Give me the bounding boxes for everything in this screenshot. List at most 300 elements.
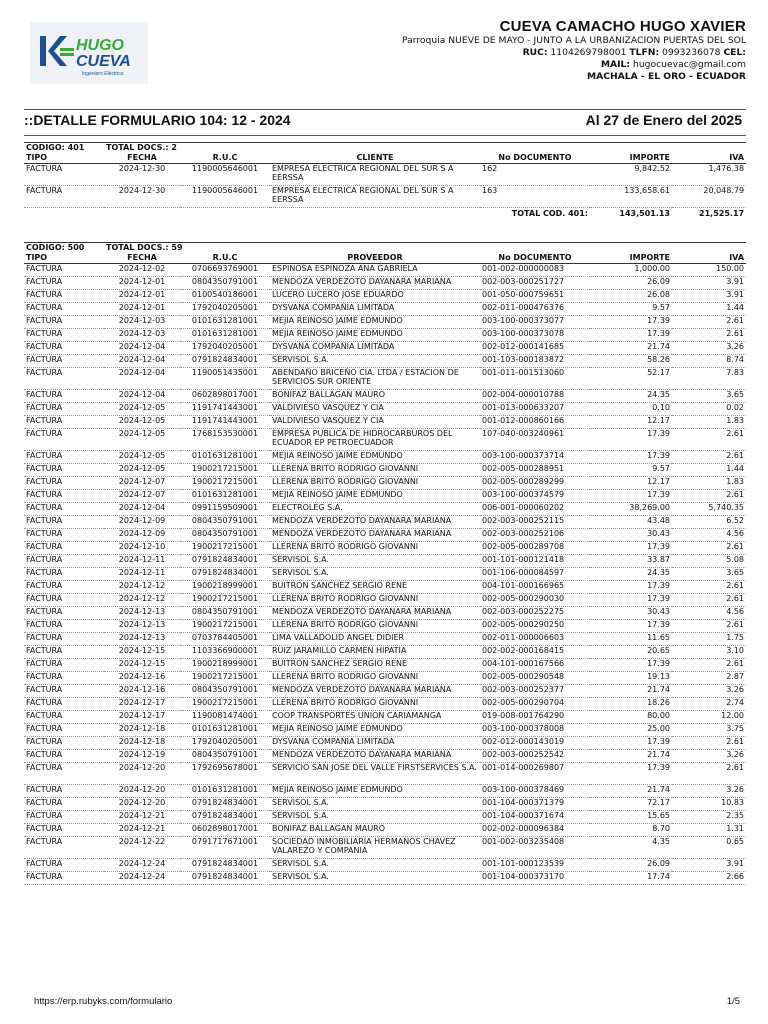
cell-fecha: 2024-12-24	[104, 859, 180, 872]
column-header-nombre: CLIENTE	[270, 153, 480, 164]
cell-fecha: 2024-12-07	[104, 490, 180, 503]
cell-ruc: 0991159509001	[180, 503, 270, 516]
cell-importe: 17.39	[590, 620, 672, 633]
table-row	[24, 750, 746, 763]
cell-documento: 003-100-000378469	[480, 785, 590, 798]
cell-ruc: 1191741443001	[180, 403, 270, 416]
cell-tipo: FACTURA	[24, 277, 104, 290]
cell-importe: 1,000.00	[590, 264, 672, 277]
cell-ruc: 0101631281001	[180, 490, 270, 503]
cell-fecha: 2024-12-09	[104, 529, 180, 542]
report-date: Al 27 de Enero del 2025	[585, 112, 742, 128]
cell-documento: 002-005-000289299	[480, 477, 590, 490]
cell-iva: 1.44	[672, 303, 746, 316]
cell-tipo: FACTURA	[24, 811, 104, 824]
cell-fecha: 2024-12-04	[104, 390, 180, 403]
cell-tipo: FACTURA	[24, 824, 104, 837]
table-row	[24, 607, 746, 620]
cell-nombre: EMPRESA ELECTRICA REGIONAL DEL SUR S A EERSSA	[270, 164, 480, 186]
cell-fecha: 2024-12-18	[104, 724, 180, 737]
cell-iva: 4.56	[672, 529, 746, 542]
table-row	[24, 824, 746, 837]
cell-tipo: FACTURA	[24, 737, 104, 750]
cell-tipo: FACTURA	[24, 516, 104, 529]
cell-documento: 004-101-000167566	[480, 659, 590, 672]
table-row	[24, 542, 746, 555]
table-row	[24, 581, 746, 594]
cell-tipo: FACTURA	[24, 785, 104, 798]
cell-importe: 25.00	[590, 724, 672, 737]
cell-importe: 72.17	[590, 798, 672, 811]
table-row	[24, 785, 746, 798]
cell-nombre: ABENDAÑO BRICEÑO CIA. LTDA / ESTACION DE SERVICIOS SUR ORIENTE	[270, 368, 480, 390]
table-row	[24, 685, 746, 698]
cell-tipo: FACTURA	[24, 711, 104, 724]
column-header-nombre: PROVEEDOR	[270, 253, 480, 264]
cell-importe: 20.65	[590, 646, 672, 659]
cell-ruc: 1900218999001	[180, 581, 270, 594]
table-row	[24, 529, 746, 542]
cell-tipo: FACTURA	[24, 164, 104, 186]
cell-ruc: 1900217215001	[180, 620, 270, 633]
cell-documento: 001-101-000121418	[480, 555, 590, 568]
cell-nombre: MEJIA REINOSO JAIME EDMUNDO	[270, 724, 480, 737]
table-row	[24, 503, 746, 516]
cell-iva: 1,476.38	[672, 164, 746, 186]
company-address: Parroquia NUEVE DE MAYO - JUNTO A LA URBANIZACION PUERTAS DEL SOL	[401, 35, 746, 46]
cell-nombre: MEJIA REINOSO JAIME EDMUNDO	[270, 785, 480, 798]
cell-fecha: 2024-12-17	[104, 711, 180, 724]
cell-importe: 9.57	[590, 303, 672, 316]
cell-ruc: 0101631281001	[180, 316, 270, 329]
cell-ruc: 1900217215001	[180, 477, 270, 490]
cell-nombre: SERVISOL S.A.	[270, 811, 480, 824]
cell-documento: 001-050-000759651	[480, 290, 590, 303]
cell-iva: 1.44	[672, 464, 746, 477]
cell-fecha: 2024-12-04	[104, 503, 180, 516]
cell-importe: 17.74	[590, 872, 672, 885]
cell-tipo: FACTURA	[24, 798, 104, 811]
cell-documento: 002-003-000252115	[480, 516, 590, 529]
cell-fecha: 2024-12-13	[104, 633, 180, 646]
table-row	[24, 368, 746, 390]
cell-tipo: FACTURA	[24, 429, 104, 451]
cell-nombre: MEJIA REINOSO JAIME EDMUNDO	[270, 329, 480, 342]
table-row	[24, 329, 746, 342]
table-row	[24, 698, 746, 711]
cell-fecha: 2024-12-11	[104, 555, 180, 568]
cell-nombre: LLERENA BRITO RODRIGO GIOVANNI	[270, 620, 480, 633]
table-row	[24, 316, 746, 329]
cell-importe: 17.39	[590, 542, 672, 555]
cell-iva: 0.65	[672, 837, 746, 859]
cell-importe: 133,658.61	[590, 186, 672, 208]
cell-importe: 17.39	[590, 329, 672, 342]
table-row	[24, 303, 746, 316]
cell-fecha: 2024-12-01	[104, 303, 180, 316]
company-logo	[30, 22, 148, 84]
cell-fecha: 2024-12-05	[104, 464, 180, 477]
form-title: ::DETALLE FORMULARIO 104: 12 - 2024	[24, 112, 291, 128]
cell-ruc: 1900218999001	[180, 659, 270, 672]
cell-iva: 3.65	[672, 390, 746, 403]
cell-tipo: FACTURA	[24, 477, 104, 490]
cell-documento: 003-100-000374579	[480, 490, 590, 503]
cell-nombre: LLERENA BRITO RODRIGO GIOVANNI	[270, 672, 480, 685]
cell-nombre: LLERENA BRITO RODRIGO GIOVANNI	[270, 542, 480, 555]
cell-nombre: ELECTROLEG S.A.	[270, 503, 480, 516]
cell-tipo: FACTURA	[24, 316, 104, 329]
cell-ruc: 0101631281001	[180, 785, 270, 798]
cell-fecha: 2024-12-17	[104, 698, 180, 711]
cell-iva: 3.91	[672, 859, 746, 872]
cell-nombre: LLERENA BRITO RODRIGO GIOVANNI	[270, 698, 480, 711]
cell-iva: 5.08	[672, 555, 746, 568]
cell-tipo: FACTURA	[24, 872, 104, 885]
cell-ruc: 0100540186001	[180, 290, 270, 303]
cell-importe: 17.39	[590, 581, 672, 594]
section-500-code: CODIGO: 500	[24, 243, 104, 254]
cell-iva: 2.61	[672, 737, 746, 750]
cell-iva: 3.91	[672, 277, 746, 290]
cell-importe: 43.48	[590, 516, 672, 529]
table-row	[24, 568, 746, 581]
cell-importe: 17.39	[590, 451, 672, 464]
cell-documento: 002-002-000168415	[480, 646, 590, 659]
cell-iva: 1.83	[672, 416, 746, 429]
cell-documento: 001-002-000000083	[480, 264, 590, 277]
cell-ruc: 1190081474001	[180, 711, 270, 724]
cell-ruc: 1190005646001	[180, 186, 270, 208]
cell-documento: 006-001-000060202	[480, 503, 590, 516]
cell-tipo: FACTURA	[24, 416, 104, 429]
cell-iva: 2.61	[672, 763, 746, 785]
cell-ruc: 1900217215001	[180, 698, 270, 711]
cell-importe: 17.39	[590, 490, 672, 503]
cell-tipo: FACTURA	[24, 750, 104, 763]
cell-nombre: LLERENA BRITO RODRIGO GIOVANNI	[270, 477, 480, 490]
cell-tipo: FACTURA	[24, 659, 104, 672]
cell-ruc: 0804350791001	[180, 750, 270, 763]
table-row	[24, 290, 746, 303]
cell-fecha: 2024-12-05	[104, 416, 180, 429]
cell-fecha: 2024-12-12	[104, 581, 180, 594]
cell-fecha: 2024-12-04	[104, 342, 180, 355]
cell-nombre: MENDOZA VERDEZOTO DAYANARA MARIANA	[270, 685, 480, 698]
table-row	[24, 390, 746, 403]
cell-importe: 18.26	[590, 698, 672, 711]
cell-fecha: 2024-12-21	[104, 811, 180, 824]
cell-fecha: 2024-12-15	[104, 646, 180, 659]
cell-tipo: FACTURA	[24, 403, 104, 416]
cell-fecha: 2024-12-01	[104, 290, 180, 303]
cell-nombre: VALDIVIESO VASQUEZ Y CIA	[270, 416, 480, 429]
table-row	[24, 633, 746, 646]
cell-fecha: 2024-12-16	[104, 672, 180, 685]
cell-documento: 002-002-000096384	[480, 824, 590, 837]
table-row	[24, 594, 746, 607]
cell-documento: 001-103-000183872	[480, 355, 590, 368]
cell-ruc: 0101631281001	[180, 329, 270, 342]
cell-documento: 001-002-003235408	[480, 837, 590, 859]
cell-documento: 003-100-000373078	[480, 329, 590, 342]
section-500-header-row	[24, 253, 746, 264]
cell-tipo: FACTURA	[24, 355, 104, 368]
cell-fecha: 2024-12-22	[104, 837, 180, 859]
cell-ruc: 0703784405001	[180, 633, 270, 646]
cell-nombre: RUIZ JARAMILLO CARMEN HIPATIA	[270, 646, 480, 659]
cell-importe: 4.35	[590, 837, 672, 859]
total-spacer	[24, 208, 480, 221]
cell-documento: 001-106-000084597	[480, 568, 590, 581]
cell-documento: 002-003-000251727	[480, 277, 590, 290]
table-row	[24, 164, 746, 186]
cell-importe: 24.35	[590, 390, 672, 403]
table-row	[24, 403, 746, 416]
cell-iva: 0.02	[672, 403, 746, 416]
cell-fecha: 2024-12-03	[104, 316, 180, 329]
header-divider	[24, 109, 746, 110]
cell-documento: 001-104-000371674	[480, 811, 590, 824]
table-row	[24, 646, 746, 659]
title-divider	[24, 135, 746, 136]
cell-tipo: FACTURA	[24, 290, 104, 303]
total-label: TOTAL COD. 401:	[511, 209, 588, 218]
table-row	[24, 490, 746, 503]
cell-fecha: 2024-12-07	[104, 477, 180, 490]
column-header-iva: IVA	[672, 153, 746, 164]
cell-tipo: FACTURA	[24, 620, 104, 633]
title-bar	[24, 112, 746, 132]
cell-tipo: FACTURA	[24, 633, 104, 646]
section-401-total-row	[24, 208, 746, 221]
cell-nombre: LIMA VALLADOLID ANGEL DIDIER	[270, 633, 480, 646]
cell-documento: 002-005-000290704	[480, 698, 590, 711]
cell-documento: 002-012-000141685	[480, 342, 590, 355]
logo-text-1: HUGO	[76, 37, 124, 54]
cell-iva: 150.00	[672, 264, 746, 277]
cell-fecha: 2024-12-30	[104, 164, 180, 186]
cell-ruc: 0804350791001	[180, 277, 270, 290]
total-importe: 143,501.13	[619, 209, 670, 218]
table-row	[24, 837, 746, 859]
cell-importe: 80.00	[590, 711, 672, 724]
cell-nombre: MENDOZA VERDEZOTO DAYANARA MARIANA	[270, 529, 480, 542]
cell-nombre: SERVISOL S.A.	[270, 355, 480, 368]
table-row	[24, 342, 746, 355]
cell-documento: 002-005-000290548	[480, 672, 590, 685]
cell-ruc: 0804350791001	[180, 685, 270, 698]
cell-iva: 3.75	[672, 724, 746, 737]
cell-iva: 3.91	[672, 290, 746, 303]
cell-fecha: 2024-12-13	[104, 620, 180, 633]
table-row	[24, 355, 746, 368]
cell-documento: 003-100-000373077	[480, 316, 590, 329]
cell-tipo: FACTURA	[24, 503, 104, 516]
cell-importe: 15.65	[590, 811, 672, 824]
cell-ruc: 0791824834001	[180, 872, 270, 885]
cell-importe: 17.39	[590, 316, 672, 329]
cell-ruc: 1792040205001	[180, 737, 270, 750]
section-401-header-row	[24, 153, 746, 164]
cell-ruc: 0101631281001	[180, 451, 270, 464]
logo-subtitle: Ingeniero Eléctrico	[82, 71, 124, 77]
cell-importe: 21.74	[590, 785, 672, 798]
cell-iva: 1.75	[672, 633, 746, 646]
cell-tipo: FACTURA	[24, 594, 104, 607]
cell-tipo: FACTURA	[24, 685, 104, 698]
cell-importe: 52.17	[590, 368, 672, 390]
cell-documento: 002-011-000476376	[480, 303, 590, 316]
cell-ruc: 1768153530001	[180, 429, 270, 451]
cell-iva: 2.61	[672, 594, 746, 607]
cell-nombre: LLERENA BRITO RODRIGO GIOVANNI	[270, 594, 480, 607]
table-row	[24, 872, 746, 885]
cell-ruc: 0706693769001	[180, 264, 270, 277]
cell-importe: 38,269.00	[590, 503, 672, 516]
cell-documento: 002-003-000252275	[480, 607, 590, 620]
column-header-ruc: R.U.C	[180, 153, 270, 164]
cell-ruc: 0791824834001	[180, 811, 270, 824]
cell-nombre: EMPRESA ELECTRICA REGIONAL DEL SUR S A EERSSA	[270, 186, 480, 208]
cell-ruc: 1792040205001	[180, 342, 270, 355]
total-iva: 21,525.17	[699, 209, 745, 218]
cell-iva: 2.61	[672, 429, 746, 451]
cell-documento: 001-101-000123539	[480, 859, 590, 872]
cell-nombre: SERVISOL S.A.	[270, 568, 480, 581]
section-500-code-row	[24, 243, 746, 254]
cell-ruc: 1900217215001	[180, 594, 270, 607]
table-row	[24, 620, 746, 633]
cell-fecha: 2024-12-20	[104, 785, 180, 798]
cell-fecha: 2024-12-12	[104, 594, 180, 607]
cell-ruc: 1900217215001	[180, 464, 270, 477]
section-500-table	[24, 242, 746, 885]
cell-importe: 0.10	[590, 403, 672, 416]
cell-documento: 002-003-000252542	[480, 750, 590, 763]
company-contact-line: RUC: 1104269798001 TLFN: 0993236078 CEL:	[522, 47, 746, 58]
cell-nombre: MENDOZA VERDEZOTO DAYANARA MARIANA	[270, 607, 480, 620]
cell-tipo: FACTURA	[24, 186, 104, 208]
cell-ruc: 0791824834001	[180, 568, 270, 581]
cell-tipo: FACTURA	[24, 464, 104, 477]
cell-fecha: 2024-12-11	[104, 568, 180, 581]
cell-importe: 21.74	[590, 750, 672, 763]
cell-documento: 002-005-000290030	[480, 594, 590, 607]
cell-tipo: FACTURA	[24, 607, 104, 620]
table-row	[24, 659, 746, 672]
cell-iva: 2.61	[672, 581, 746, 594]
cell-documento: 003-100-000373714	[480, 451, 590, 464]
cell-tipo: FACTURA	[24, 529, 104, 542]
cell-nombre: MENDOZA VERDEZOTO DAYANARA MARIANA	[270, 750, 480, 763]
cell-documento: 002-011-000006603	[480, 633, 590, 646]
cell-importe: 12.17	[590, 477, 672, 490]
cell-nombre: MENDOZA VERDEZOTO DAYANARA MARIANA	[270, 516, 480, 529]
logo-graphic	[30, 22, 148, 84]
cell-iva: 2.61	[672, 316, 746, 329]
company-city: MACHALA - EL ORO - ECUADOR	[586, 71, 746, 82]
table-row	[24, 763, 746, 785]
company-info	[402, 18, 746, 83]
cell-nombre: EMPRESA PUBLICA DE HIDROCARBUROS DEL ECUADOR EP PETROECUADOR	[270, 429, 480, 451]
cell-importe: 17.39	[590, 594, 672, 607]
cell-fecha: 2024-12-05	[104, 451, 180, 464]
footer-url[interactable]: https://erp.rubyks.com/formulario	[34, 996, 173, 1007]
cell-fecha: 2024-12-09	[104, 516, 180, 529]
cell-tipo: FACTURA	[24, 672, 104, 685]
cell-iva: 2.74	[672, 698, 746, 711]
cell-documento: 003-100-000378008	[480, 724, 590, 737]
cell-importe: 21.74	[590, 685, 672, 698]
cell-importe: 17.39	[590, 659, 672, 672]
cell-fecha: 2024-12-15	[104, 659, 180, 672]
cell-importe: 26.09	[590, 277, 672, 290]
cell-nombre: MENDOZA VERDEZOTO DAYANARA MARIANA	[270, 277, 480, 290]
company-name: CUEVA CAMACHO HUGO XAVIER	[499, 18, 746, 35]
cell-nombre: COOP TRANSPORTES UNION CARIAMANGA	[270, 711, 480, 724]
cell-importe: 26.08	[590, 290, 672, 303]
cell-documento: 002-005-000290250	[480, 620, 590, 633]
cell-iva: 1.83	[672, 477, 746, 490]
cell-nombre: MEJIA REINOSO JAIME EDMUNDO	[270, 451, 480, 464]
cell-fecha: 2024-12-19	[104, 750, 180, 763]
cell-importe: 21.74	[590, 342, 672, 355]
cell-fecha: 2024-12-21	[104, 824, 180, 837]
cell-importe: 11.65	[590, 633, 672, 646]
cell-importe: 17.39	[590, 429, 672, 451]
column-header-documento: No DOCUMENTO	[480, 153, 590, 164]
cell-nombre: LUCERO LUCERO JOSE EDUARDO	[270, 290, 480, 303]
page-footer	[34, 996, 740, 1007]
cell-ruc: 0101631281001	[180, 724, 270, 737]
cell-fecha: 2024-12-03	[104, 329, 180, 342]
cell-documento: 002-003-000252106	[480, 529, 590, 542]
cell-tipo: FACTURA	[24, 646, 104, 659]
cell-documento: 002-004-000010788	[480, 390, 590, 403]
cell-tipo: FACTURA	[24, 698, 104, 711]
cell-nombre: ESPINOSA ESPINOZA ANA GABRIELA	[270, 264, 480, 277]
table-row	[24, 264, 746, 277]
cell-ruc: 0791824834001	[180, 798, 270, 811]
cell-iva: 20,048.79	[672, 186, 746, 208]
cell-ruc: 1792695678001	[180, 763, 270, 785]
cell-nombre: BUITRON SANCHEZ SERGIO RENE	[270, 581, 480, 594]
cell-ruc: 1190051435001	[180, 368, 270, 390]
cell-fecha: 2024-12-20	[104, 763, 180, 785]
cell-tipo: FACTURA	[24, 542, 104, 555]
cell-nombre: VALDIVIESO VASQUEZ Y CIA	[270, 403, 480, 416]
cell-ruc: 1900217215001	[180, 672, 270, 685]
cell-iva: 2.61	[672, 620, 746, 633]
cell-importe: 19.13	[590, 672, 672, 685]
table-row	[24, 516, 746, 529]
section-401-code: CODIGO: 401	[24, 143, 104, 154]
cell-iva: 7.83	[672, 368, 746, 390]
table-row	[24, 186, 746, 208]
cell-importe: 30.43	[590, 529, 672, 542]
cell-tipo: FACTURA	[24, 342, 104, 355]
table-row	[24, 859, 746, 872]
cell-ruc: 0804350791001	[180, 607, 270, 620]
cell-fecha: 2024-12-05	[104, 429, 180, 451]
cell-ruc: 1191741443001	[180, 416, 270, 429]
cell-iva: 1.31	[672, 824, 746, 837]
company-mail-line: MAIL: hugocuevac@gmail.com	[600, 59, 746, 70]
cell-iva: 2.87	[672, 672, 746, 685]
cell-documento: 004-101-000166965	[480, 581, 590, 594]
cell-fecha: 2024-12-02	[104, 264, 180, 277]
